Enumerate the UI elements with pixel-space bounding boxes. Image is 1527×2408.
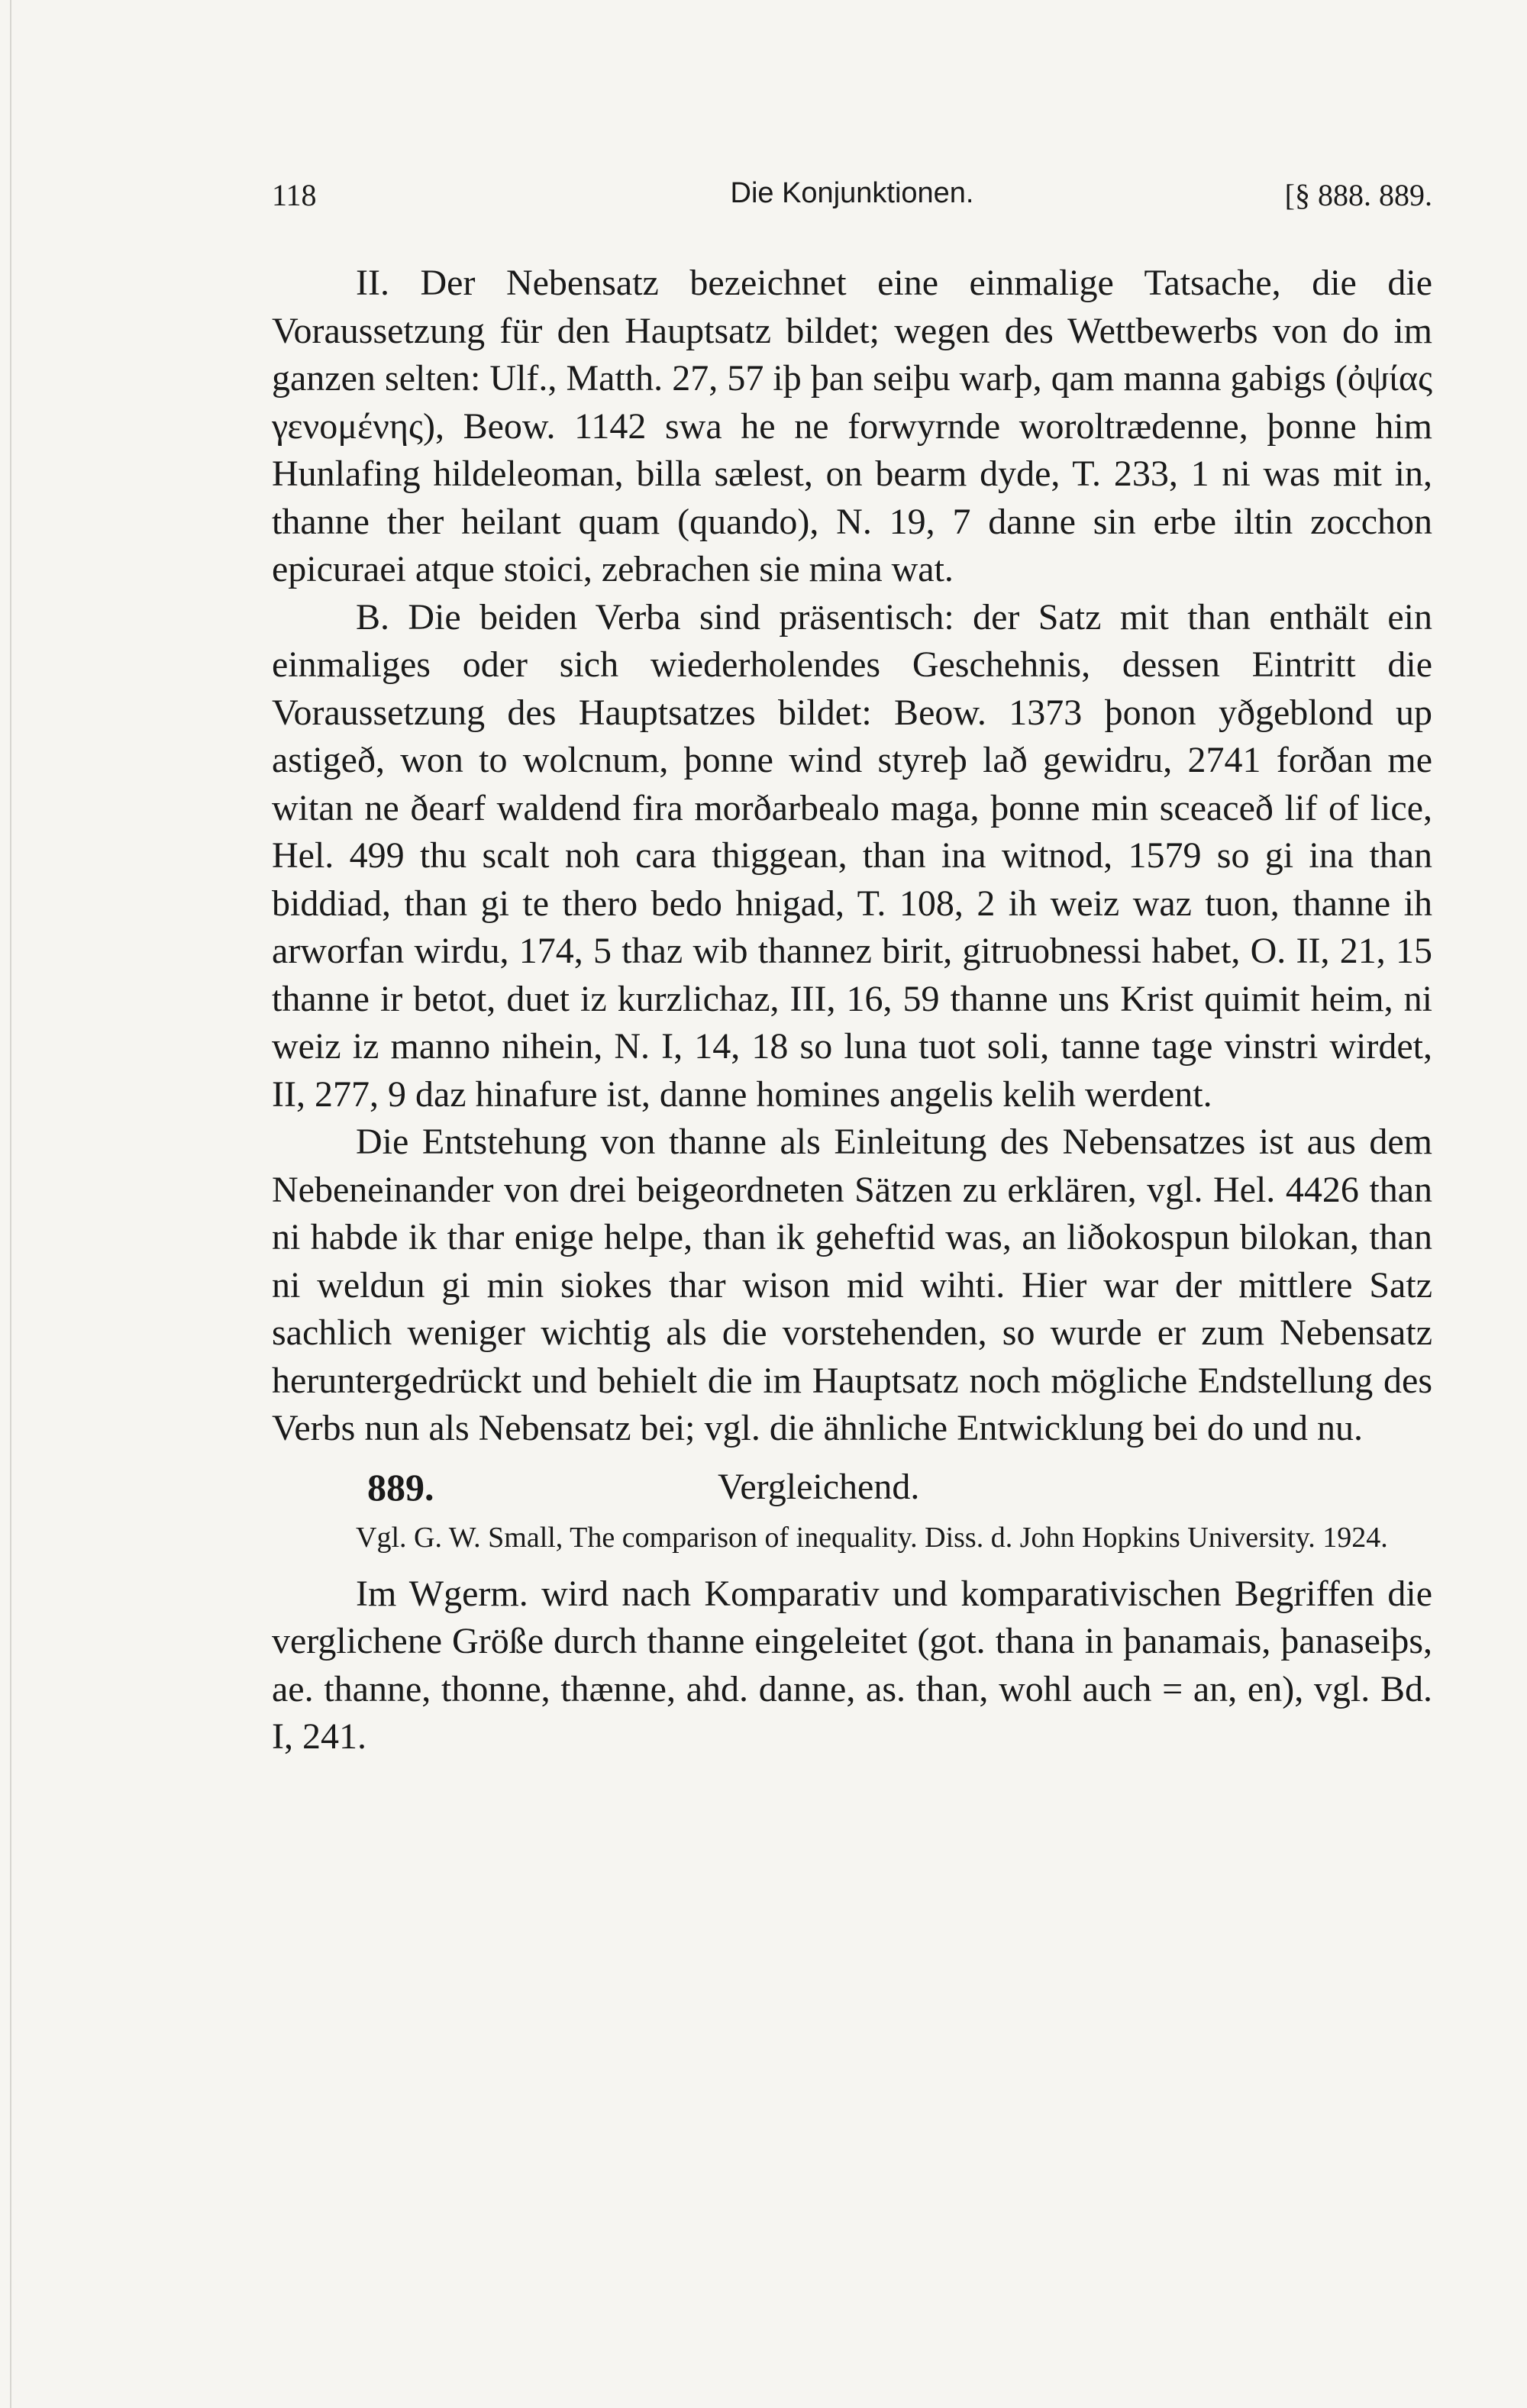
literature-note [272, 1519, 1432, 1557]
page-number: 118 [272, 178, 317, 212]
running-header [272, 177, 1432, 223]
section-title: Vergleichend. [718, 1466, 920, 1507]
paragraph-2-ii: II. Der Nebensatz bezeichnet eine einmalige Tatsache, die die Voraussetzung für den Hauptsatz bildet; wegen des Wettbewerbs von do im ganzen selten: Ulf., Matth. 27, 57 iþ þan seiþu warþ, qam manna gabigs (ὀψίας γενομένης), Beow. 1142 swa he ne forwyrnde woroltrædenne, þonne him Hunlafing hildeleoman, billa sælest, on bearm dyde, T. 233, 1 ni was mit in, thanne ther heilant quam (quando), N. 19, 7 danne sin erbe iltin zocchon epicuraei atque stoici, zebrachen sie mina wat. [272, 263, 1432, 589]
paragraph-comparative: Im Wgerm. wird nach Komparativ und komparativischen Begriffen die verglichene Größe durch thanne eingeleitet (got. thana in þanamais, þanaseiþs, ae. thanne, thonne, thænne, ahd. danne, as. than, wohl auch = an, en), vgl. Bd. I, 241. [272, 1573, 1432, 1757]
page-body [272, 260, 1432, 1761]
paragraph-origin: Die Entstehung von thanne als Einleitung des Nebensatzes ist aus dem Nebeneinander von drei beigeordneten Sätzen zu erklären, vgl. Hel. 4426 than ni habde ik thar enige helpe, than ik geheftid was, an liðokospun bilokan, than ni weldun gi min siokes thar wison mid wihti. Hier war der mittlere Satz sachlich weniger wichtig als die vorstehenden, so wurde er zum Nebensatz heruntergedrückt und behielt die im Hauptsatz noch mögliche Endstellung des Verbs nun als Nebensatz bei; vgl. die ähnliche Entwicklung bei do und nu. [272, 1122, 1432, 1448]
running-title: Die Konjunktionen. [730, 177, 974, 209]
section-heading [272, 1464, 1432, 1519]
paragraph-b: B. Die beiden Verba sind präsentisch: der Satz mit than enthält ein einmaliges oder sich wiederholendes Geschehnis, dessen Eintritt die Voraussetzung des Hauptsatzes bildet: Beow. 1373 þonon yðgeblond up astigeð, won to wolcnum, þonne wind styreþ lað gewidru, 2741 forðan me witan ne ðearf waldend fira morðarbealo maga, þonne min sceaceð lif of lice, Hel. 499 thu scalt noh cara thiggean, than ina witnod, 1579 so gi ina than biddiad, than gi te thero bedo hnigad, T. 108, 2 ih weiz waz tuon, thanne ih arworfan wirdu, 174, 5 thaz wib thannez birit, gitruobnessi habet, O. II, 21, 15 thanne ir betot, duet iz kurzlichaz, III, 16, 59 thanne uns Krist quimit heim, ni weiz iz manno nihein, N. I, 14, 18 so luna tuot soli, tanne tage vinstri wirdet, II, 277, 9 daz hinafure ist, danne homines angelis kelih werdent. [272, 596, 1432, 1115]
page-edge [10, 0, 11, 2408]
section-number: 889. [367, 1465, 434, 1509]
section-reference: [§ 888. 889. [1284, 178, 1432, 212]
literature-text: Vgl. G. W. Small, The comparison of inequality. Diss. d. John Hopkins University. 1924. [356, 1521, 1388, 1554]
